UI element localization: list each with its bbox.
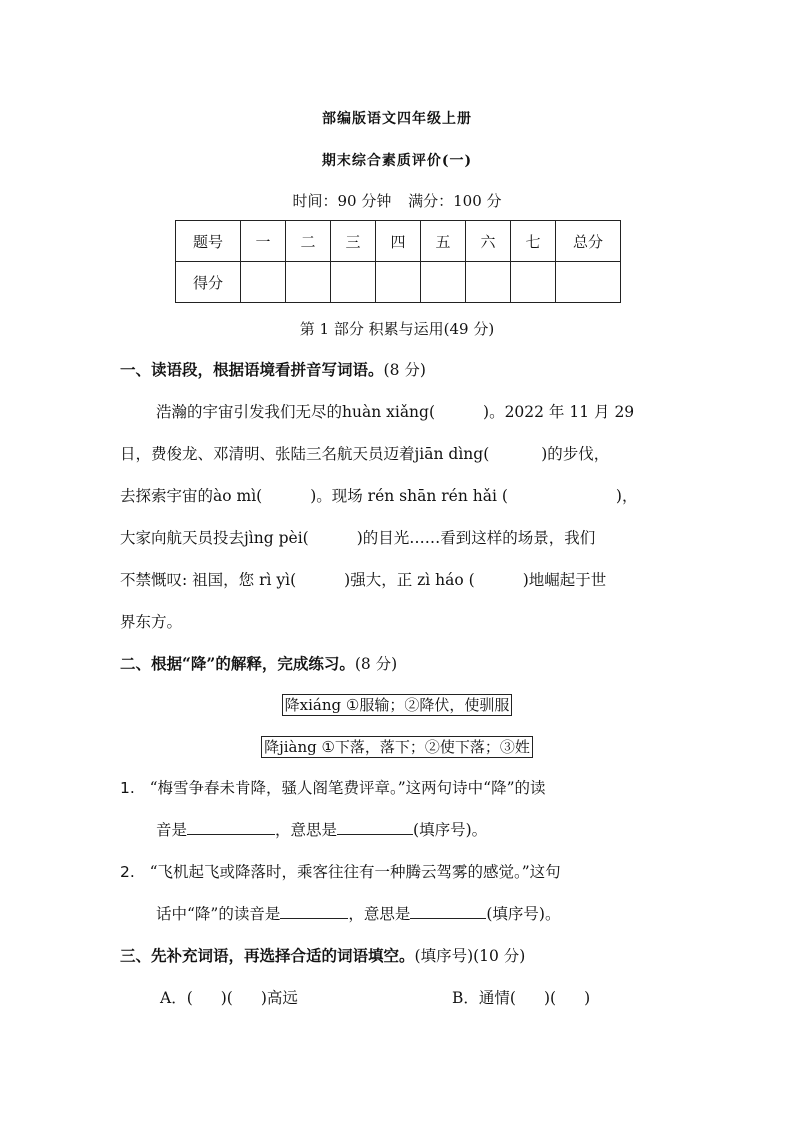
q1-text: 浩瀚的宇宙引发我们无尽的huàn xiǎng( — [156, 403, 436, 421]
score-cell-label: 题号 — [176, 221, 241, 262]
score-input-q7[interactable] — [511, 262, 556, 303]
q1-text: 界东方。 — [120, 613, 183, 631]
q3-option-a-text: )( — [220, 989, 233, 1007]
q2-item2-text: 话中“降”的读音是 — [156, 905, 281, 923]
q1-line-1 — [156, 400, 680, 422]
q2-item2-line1 — [120, 860, 680, 882]
q1-text: )地崛起于世 — [522, 571, 607, 589]
definition-jiang-text: 降jiàng ①下落，落下；②使下落；③姓 — [261, 736, 533, 758]
score-input-q3[interactable] — [331, 262, 376, 303]
score-cell-q7: 七 — [511, 221, 556, 262]
q2-item1-text: ，意思是 — [275, 821, 338, 839]
q2-item1-number: 1. — [120, 779, 135, 797]
answer-blank[interactable] — [410, 902, 486, 919]
score-input-q5[interactable] — [421, 262, 466, 303]
score-cell-q1: 一 — [241, 221, 286, 262]
exam-subtitle: 期末综合素质评价(一) — [321, 153, 473, 169]
q1-text: )的步伐， — [541, 445, 610, 463]
q1-line-3 — [120, 484, 680, 506]
q2-item2-number: 2. — [120, 863, 135, 881]
q2-heading — [120, 652, 680, 674]
q3-option-b-text: )( — [543, 989, 557, 1007]
q2-heading-text: 二、根据“降”的解释，完成练习。 — [120, 654, 355, 673]
q3-option-a-text: )高远 — [260, 989, 298, 1007]
answer-blank[interactable] — [280, 902, 348, 919]
q1-text: 日，费俊龙、邓清明、张陆三名航天员迈着jiān dìng( — [120, 445, 490, 463]
score-cell-total: 总分 — [556, 221, 621, 262]
q1-text: )强大，正 zì háo ( — [344, 571, 475, 589]
q2-score: (8 分) — [354, 655, 398, 673]
score-row-label: 得分 — [176, 262, 241, 303]
exam-title: 部编版语文四年级上册 — [322, 111, 472, 127]
q2-item1-text: “梅雪争春未肯降，骚人阁笔费评章。”这两句诗中“降”的读 — [149, 779, 546, 797]
score-cell-q6: 六 — [466, 221, 511, 262]
score-cell-q2: 二 — [286, 221, 331, 262]
score-input-q6[interactable] — [466, 262, 511, 303]
q3-option-b-text: ) — [584, 989, 591, 1007]
q1-line-5 — [120, 568, 680, 590]
q2-item1-line2 — [156, 818, 680, 840]
q1-text: )的目光……看到这样的场景，我们 — [356, 529, 596, 547]
score-table — [175, 220, 621, 303]
q3-score: (填序号)(10 分) — [414, 947, 526, 965]
q1-text: )。2022 年 11 月 29 — [483, 403, 635, 421]
q1-text: 不禁慨叹: 祖国，您 rì yì( — [120, 571, 297, 589]
answer-blank[interactable] — [337, 818, 413, 835]
score-input-total[interactable] — [556, 262, 621, 303]
definition-xiang-text: 降xiáng ①服输；②降伏，使驯服 — [282, 694, 513, 716]
q1-line-4 — [120, 526, 680, 548]
q2-item2-text: ，意思是 — [348, 905, 411, 923]
q3-option-a — [160, 986, 360, 1008]
score-input-q2[interactable] — [286, 262, 331, 303]
q1-heading-text: 一、读语段，根据语境看拼音写词语。 — [120, 360, 384, 379]
score-cell-q5: 五 — [421, 221, 466, 262]
q1-text: 大家向航天员投去jìng pèi( — [120, 529, 309, 547]
q2-item2-line2 — [156, 902, 680, 924]
q1-text: 去探索宇宙的ào mì( — [120, 487, 263, 505]
score-cell-q3: 三 — [331, 221, 376, 262]
q3-heading — [120, 944, 680, 966]
exam-meta — [0, 190, 794, 211]
score-cell-q4: 四 — [376, 221, 421, 262]
q1-line-6 — [120, 610, 680, 632]
q1-heading — [120, 358, 680, 380]
q3-option-a-text: A．( — [160, 989, 193, 1007]
q1-text: )。现场 rén shān rén hǎi ( — [310, 487, 508, 505]
q1-line-2 — [120, 442, 680, 464]
definition-box-xiang — [0, 694, 794, 715]
q2-item1-text: (填序号)。 — [413, 821, 488, 839]
q3-option-b — [452, 986, 672, 1008]
q1-score: (8 分) — [383, 361, 426, 379]
q2-item2-text: “飞机起飞或降落时，乘客往往有一种腾云驾雾的感觉。”这句 — [149, 863, 561, 881]
q3-heading-text: 三、先补充词语，再选择合适的词语填空。 — [120, 946, 415, 965]
score-table-score-row — [176, 262, 621, 303]
definition-box-jiang — [0, 736, 794, 757]
score-input-q1[interactable] — [241, 262, 286, 303]
q3-option-b-text: B．通情( — [452, 989, 516, 1007]
part1-title: 第 1 部分 积累与运用(49 分) — [299, 320, 495, 338]
q2-item2-text: (填序号)。 — [486, 905, 561, 923]
score-input-q4[interactable] — [376, 262, 421, 303]
answer-blank[interactable] — [187, 818, 275, 835]
full-score-label: 满分：100 分 — [408, 192, 502, 210]
time-label: 时间：90 分钟 — [292, 192, 392, 210]
q1-text: )， — [615, 487, 638, 505]
q2-item1-line1 — [120, 776, 680, 798]
score-table-header-row — [176, 221, 621, 262]
q2-item1-text: 音是 — [156, 821, 188, 839]
